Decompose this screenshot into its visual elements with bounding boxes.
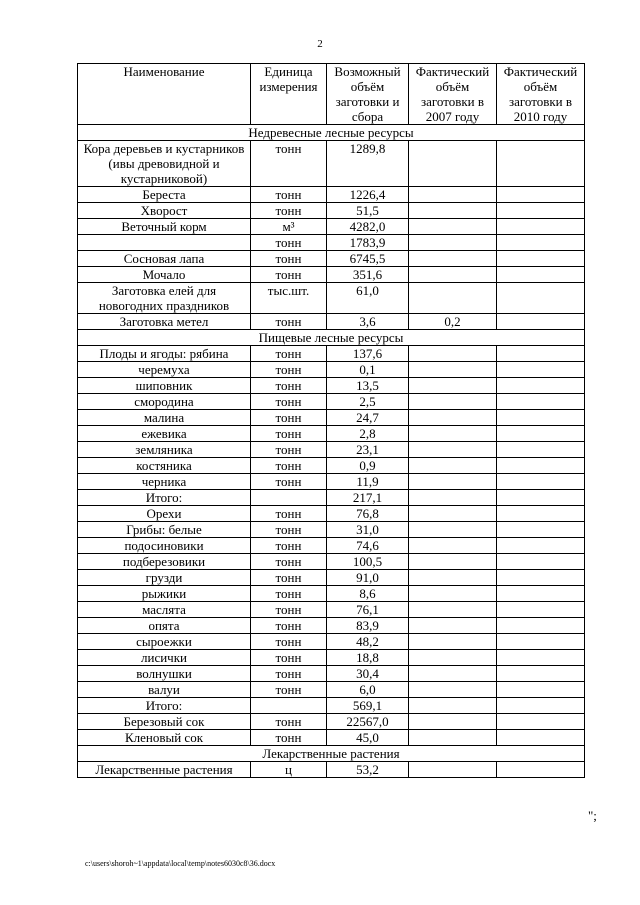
- cell-possible: 11,9: [327, 474, 409, 490]
- cell-name: Кора деревьев и кустарников (ивы древовидной и кустарниковой): [78, 141, 251, 187]
- cell-possible: 569,1: [327, 698, 409, 714]
- cell-possible: 76,8: [327, 506, 409, 522]
- table-row: [78, 283, 585, 314]
- cell-2007: [409, 522, 497, 538]
- continuation-mark: ";: [588, 808, 597, 823]
- table-row: [78, 219, 585, 235]
- cell-2010: [497, 458, 585, 474]
- cell-name: земляника: [78, 442, 251, 458]
- cell-unit: тонн: [251, 314, 327, 330]
- resources-table: [77, 63, 585, 778]
- cell-2007: [409, 474, 497, 490]
- cell-2007: [409, 682, 497, 698]
- cell-2010: [497, 666, 585, 682]
- cell-2007: [409, 235, 497, 251]
- header-possible: Возможный объём заготовки и сбора: [327, 64, 409, 125]
- cell-2007: [409, 602, 497, 618]
- cell-2007: [409, 219, 497, 235]
- cell-2007: [409, 141, 497, 187]
- cell-unit: тонн: [251, 378, 327, 394]
- header-unit: Единица измерения: [251, 64, 327, 125]
- cell-2010: [497, 570, 585, 586]
- cell-unit: тонн: [251, 650, 327, 666]
- cell-2010: [497, 602, 585, 618]
- table-row: [78, 235, 585, 251]
- cell-2007: [409, 283, 497, 314]
- header-2007: Фактический объём заготовки в 2007 году: [409, 64, 497, 125]
- cell-name: рыжики: [78, 586, 251, 602]
- cell-possible: 30,4: [327, 666, 409, 682]
- cell-possible: 22567,0: [327, 714, 409, 730]
- cell-possible: 51,5: [327, 203, 409, 219]
- cell-name: смородина: [78, 394, 251, 410]
- cell-possible: 91,0: [327, 570, 409, 586]
- cell-unit: тонн: [251, 394, 327, 410]
- cell-2007: [409, 618, 497, 634]
- cell-possible: 45,0: [327, 730, 409, 746]
- cell-2010: [497, 714, 585, 730]
- cell-unit: м³: [251, 219, 327, 235]
- cell-2007: [409, 267, 497, 283]
- cell-2007: [409, 570, 497, 586]
- cell-unit: тонн: [251, 426, 327, 442]
- table-row: [78, 141, 585, 187]
- cell-2010: [497, 522, 585, 538]
- table-row: [78, 554, 585, 570]
- footer-file-path: c:\users\shoroh~1\appdata\local\temp\notes6030c8\36.docx: [85, 859, 276, 868]
- cell-unit: тонн: [251, 410, 327, 426]
- cell-2010: [497, 235, 585, 251]
- cell-possible: 100,5: [327, 554, 409, 570]
- cell-possible: 137,6: [327, 346, 409, 362]
- cell-possible: 1289,8: [327, 141, 409, 187]
- table-row: [78, 251, 585, 267]
- cell-unit: тонн: [251, 458, 327, 474]
- table-row: [78, 394, 585, 410]
- cell-2007: [409, 730, 497, 746]
- cell-unit: тонн: [251, 203, 327, 219]
- cell-name: лисички: [78, 650, 251, 666]
- cell-name: черемуха: [78, 362, 251, 378]
- cell-unit: тонн: [251, 538, 327, 554]
- cell-2010: [497, 283, 585, 314]
- cell-2010: [497, 362, 585, 378]
- cell-unit: тонн: [251, 442, 327, 458]
- table-row: [78, 490, 585, 506]
- table-row: [78, 410, 585, 426]
- cell-2007: [409, 187, 497, 203]
- cell-unit: тонн: [251, 634, 327, 650]
- cell-2010: [497, 586, 585, 602]
- table-row: [78, 682, 585, 698]
- cell-possible: 351,6: [327, 267, 409, 283]
- table-row: [78, 666, 585, 682]
- table-row: [78, 698, 585, 714]
- cell-2007: [409, 203, 497, 219]
- cell-unit: [251, 698, 327, 714]
- table-row: [78, 650, 585, 666]
- cell-2007: [409, 554, 497, 570]
- table-row: [78, 378, 585, 394]
- header-name: Наименование: [78, 64, 251, 125]
- cell-2010: [497, 314, 585, 330]
- cell-name: костяника: [78, 458, 251, 474]
- cell-2010: [497, 618, 585, 634]
- cell-name: Сосновая лапа: [78, 251, 251, 267]
- cell-name: Лекарственные растения: [78, 762, 251, 778]
- cell-possible: 61,0: [327, 283, 409, 314]
- cell-unit: тонн: [251, 602, 327, 618]
- cell-possible: 24,7: [327, 410, 409, 426]
- section-heading: Лекарственные растения: [78, 746, 585, 762]
- table-row: [78, 618, 585, 634]
- cell-possible: 0,9: [327, 458, 409, 474]
- cell-name: [78, 235, 251, 251]
- cell-possible: 8,6: [327, 586, 409, 602]
- cell-2010: [497, 346, 585, 362]
- cell-possible: 48,2: [327, 634, 409, 650]
- cell-2010: [497, 141, 585, 187]
- cell-name: Мочало: [78, 267, 251, 283]
- cell-possible: 4282,0: [327, 219, 409, 235]
- cell-name: грузди: [78, 570, 251, 586]
- cell-2010: [497, 682, 585, 698]
- cell-2010: [497, 442, 585, 458]
- cell-unit: тонн: [251, 267, 327, 283]
- cell-unit: тонн: [251, 666, 327, 682]
- cell-unit: тонн: [251, 570, 327, 586]
- cell-name: подосиновики: [78, 538, 251, 554]
- cell-name: Береста: [78, 187, 251, 203]
- cell-name: Итого:: [78, 698, 251, 714]
- table-row: [78, 426, 585, 442]
- cell-2010: [497, 394, 585, 410]
- cell-2010: [497, 490, 585, 506]
- section-heading-row: [78, 330, 585, 346]
- cell-name: Заготовка метел: [78, 314, 251, 330]
- cell-2010: [497, 474, 585, 490]
- cell-possible: 6,0: [327, 682, 409, 698]
- cell-unit: тыс.шт.: [251, 283, 327, 314]
- cell-name: Плоды и ягоды: рябина: [78, 346, 251, 362]
- cell-2007: [409, 490, 497, 506]
- cell-name: подберезовики: [78, 554, 251, 570]
- cell-2010: [497, 251, 585, 267]
- table-row: [78, 602, 585, 618]
- cell-2010: [497, 554, 585, 570]
- section-heading: Пищевые лесные ресурсы: [78, 330, 585, 346]
- cell-possible: 3,6: [327, 314, 409, 330]
- cell-2007: [409, 378, 497, 394]
- cell-2010: [497, 426, 585, 442]
- table-row: [78, 187, 585, 203]
- cell-2007: [409, 426, 497, 442]
- cell-2007: [409, 251, 497, 267]
- table-row: [78, 474, 585, 490]
- table-row: [78, 314, 585, 330]
- cell-name: Веточный корм: [78, 219, 251, 235]
- cell-2010: [497, 698, 585, 714]
- cell-2010: [497, 506, 585, 522]
- cell-possible: 2,8: [327, 426, 409, 442]
- cell-2007: [409, 410, 497, 426]
- section-heading-row: [78, 746, 585, 762]
- cell-2007: [409, 538, 497, 554]
- cell-possible: 31,0: [327, 522, 409, 538]
- cell-unit: тонн: [251, 362, 327, 378]
- cell-possible: 6745,5: [327, 251, 409, 267]
- table-row: [78, 442, 585, 458]
- cell-name: Кленовый сок: [78, 730, 251, 746]
- cell-name: валуи: [78, 682, 251, 698]
- cell-name: Орехи: [78, 506, 251, 522]
- cell-unit: тонн: [251, 474, 327, 490]
- cell-possible: 23,1: [327, 442, 409, 458]
- cell-unit: тонн: [251, 730, 327, 746]
- cell-name: Грибы: белые: [78, 522, 251, 538]
- cell-name: Березовый сок: [78, 714, 251, 730]
- table-row: [78, 730, 585, 746]
- cell-name: Итого:: [78, 490, 251, 506]
- table-row: [78, 522, 585, 538]
- table-row: [78, 762, 585, 778]
- cell-unit: тонн: [251, 554, 327, 570]
- cell-name: шиповник: [78, 378, 251, 394]
- cell-unit: [251, 490, 327, 506]
- cell-unit: тонн: [251, 522, 327, 538]
- cell-2010: [497, 410, 585, 426]
- cell-name: сыроежки: [78, 634, 251, 650]
- cell-2007: 0,2: [409, 314, 497, 330]
- cell-possible: 217,1: [327, 490, 409, 506]
- cell-2010: [497, 762, 585, 778]
- cell-possible: 53,2: [327, 762, 409, 778]
- cell-possible: 2,5: [327, 394, 409, 410]
- cell-2010: [497, 267, 585, 283]
- section-heading: Недревесные лесные ресурсы: [78, 125, 585, 141]
- cell-unit: тонн: [251, 586, 327, 602]
- cell-2007: [409, 362, 497, 378]
- cell-possible: 74,6: [327, 538, 409, 554]
- table-row: [78, 267, 585, 283]
- cell-name: черника: [78, 474, 251, 490]
- table-row: [78, 634, 585, 650]
- cell-2010: [497, 650, 585, 666]
- table-row: [78, 203, 585, 219]
- cell-possible: 0,1: [327, 362, 409, 378]
- cell-2010: [497, 634, 585, 650]
- table-row: [78, 506, 585, 522]
- cell-unit: тонн: [251, 141, 327, 187]
- table-row: [78, 346, 585, 362]
- table-row: [78, 538, 585, 554]
- cell-possible: 13,5: [327, 378, 409, 394]
- cell-name: волнушки: [78, 666, 251, 682]
- cell-unit: ц: [251, 762, 327, 778]
- cell-2007: [409, 698, 497, 714]
- cell-2010: [497, 219, 585, 235]
- cell-2007: [409, 714, 497, 730]
- cell-name: малина: [78, 410, 251, 426]
- cell-unit: тонн: [251, 346, 327, 362]
- cell-2010: [497, 378, 585, 394]
- cell-possible: 1226,4: [327, 187, 409, 203]
- cell-possible: 76,1: [327, 602, 409, 618]
- cell-2010: [497, 730, 585, 746]
- cell-possible: 18,8: [327, 650, 409, 666]
- cell-2007: [409, 394, 497, 410]
- cell-2007: [409, 586, 497, 602]
- cell-2007: [409, 666, 497, 682]
- cell-name: Хворост: [78, 203, 251, 219]
- cell-2007: [409, 506, 497, 522]
- table-header-row: [78, 64, 585, 125]
- section-heading-row: [78, 125, 585, 141]
- cell-possible: 83,9: [327, 618, 409, 634]
- table-row: [78, 458, 585, 474]
- page-number: 2: [317, 38, 323, 50]
- cell-2007: [409, 650, 497, 666]
- cell-name: маслята: [78, 602, 251, 618]
- cell-2007: [409, 762, 497, 778]
- cell-2007: [409, 442, 497, 458]
- cell-name: опята: [78, 618, 251, 634]
- header-2010: Фактический объём заготовки в 2010 году: [497, 64, 585, 125]
- cell-possible: 1783,9: [327, 235, 409, 251]
- cell-unit: тонн: [251, 187, 327, 203]
- cell-2007: [409, 634, 497, 650]
- cell-unit: тонн: [251, 235, 327, 251]
- table-row: [78, 362, 585, 378]
- cell-unit: тонн: [251, 618, 327, 634]
- cell-unit: тонн: [251, 506, 327, 522]
- cell-2007: [409, 458, 497, 474]
- cell-2010: [497, 187, 585, 203]
- table-row: [78, 586, 585, 602]
- cell-2010: [497, 538, 585, 554]
- table-row: [78, 570, 585, 586]
- cell-unit: тонн: [251, 251, 327, 267]
- cell-2007: [409, 346, 497, 362]
- cell-unit: тонн: [251, 682, 327, 698]
- cell-name: Заготовка елей для новогодних праздников: [78, 283, 251, 314]
- table-row: [78, 714, 585, 730]
- cell-name: ежевика: [78, 426, 251, 442]
- cell-2010: [497, 203, 585, 219]
- cell-unit: тонн: [251, 714, 327, 730]
